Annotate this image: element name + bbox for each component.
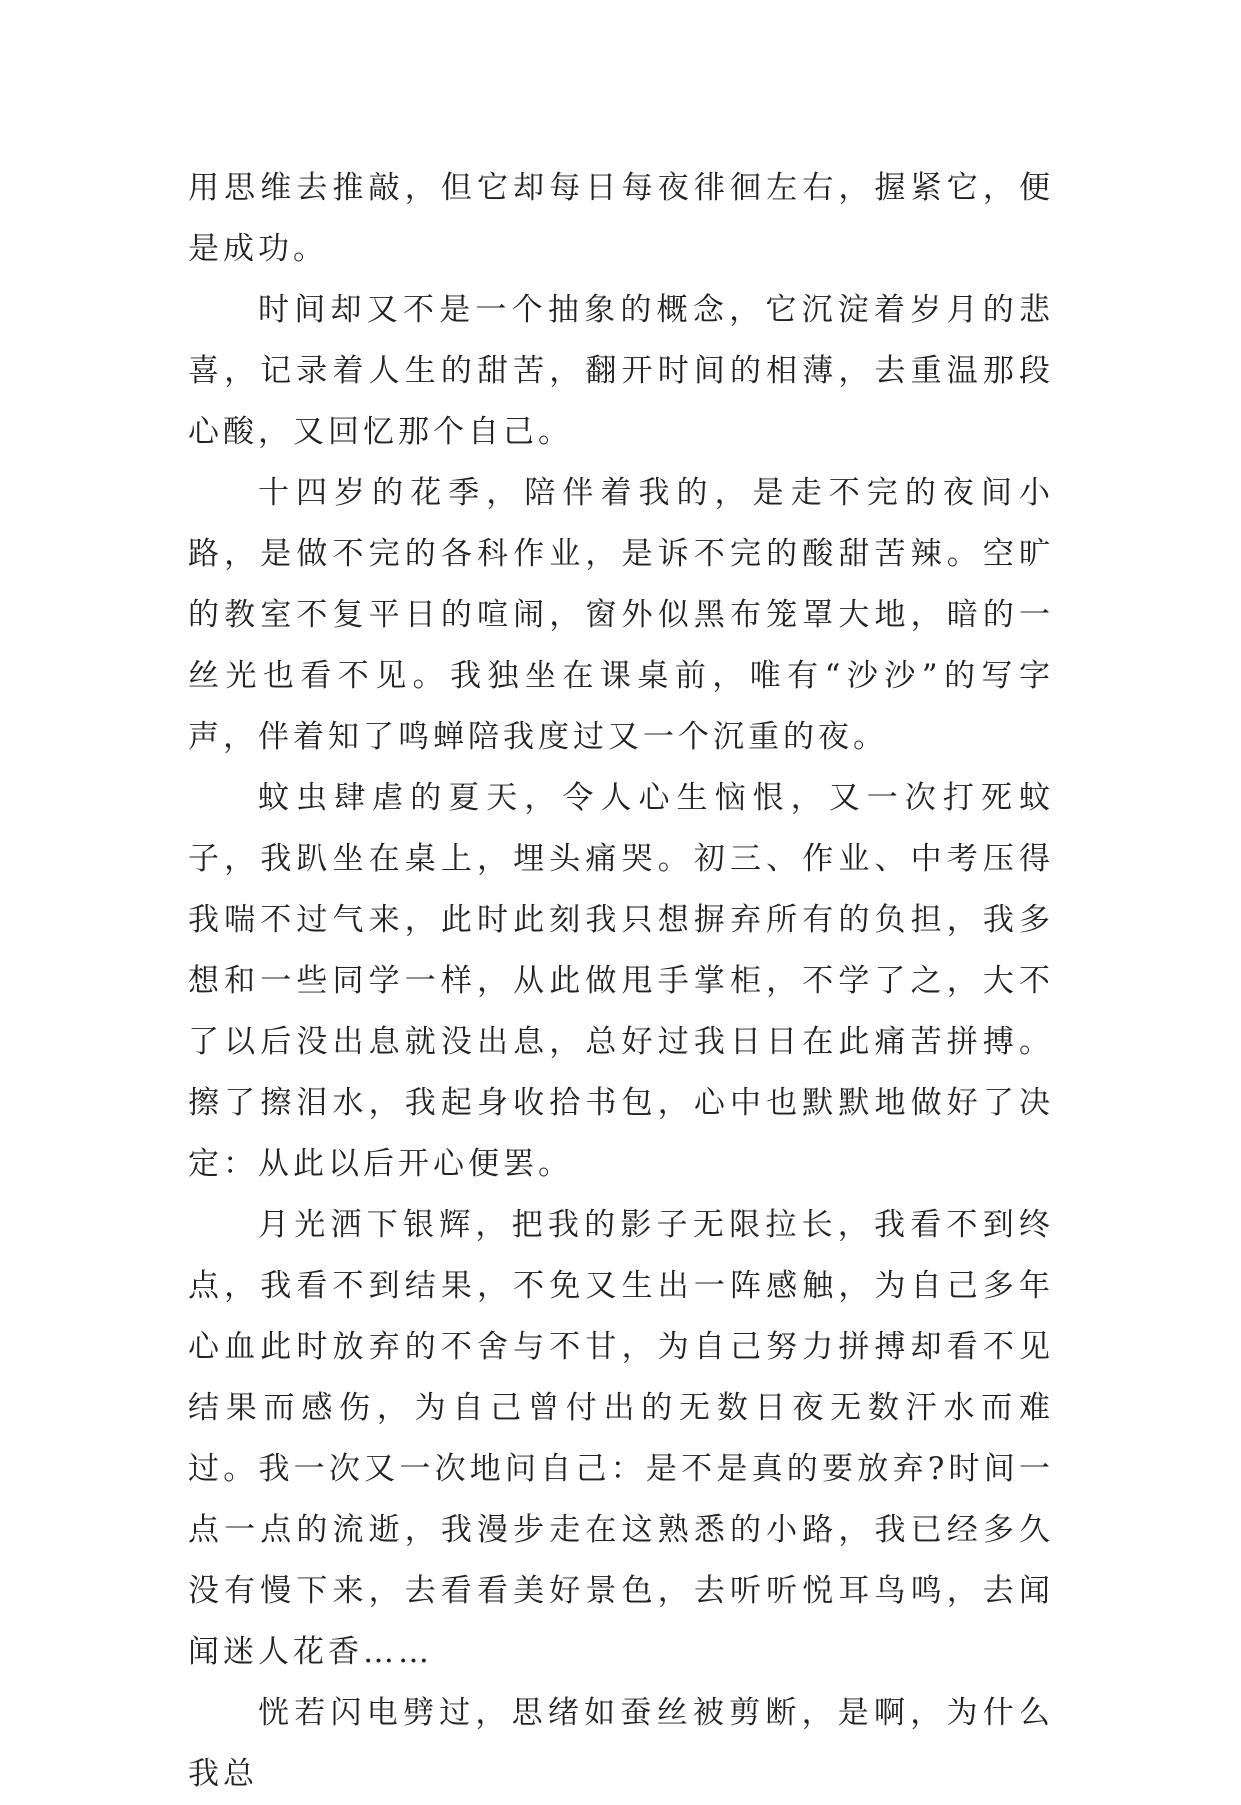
paragraph: 用思维去推敲，但它却每日每夜徘徊左右，握紧它，便是成功。 xyxy=(188,170,1054,267)
paragraph: 月光洒下银辉，把我的影子无限拉长，我看不到终点，我看不到结果，不免又生出一阵感触，为自己多年心血此时放弃的不舍与不甘，为自己努力拼搏却看不见结果而感伤，为自己曾付出的无数日夜无数汗水而难过。我一次又一次地问自己：是不是真的要放弃?时间一点一点的流逝，我漫步走在这熟悉的小路，我已经多久没有慢下来，去看看美好景色，去听听悦耳鸟鸣，去闻闻迷人花香…… xyxy=(188,1207,1054,1670)
paragraph: 十四岁的花季，陪伴着我的，是走不完的夜间小路，是做不完的各科作业，是诉不完的酸甜苦辣。空旷的教室不复平日的喧闹，窗外似黑布笼罩大地，暗的一丝光也看不见。我独坐在课桌前，唯有“沙沙”的写字声，伴着知了鸣蝉陪我度过又一个沉重的夜。 xyxy=(188,475,1054,755)
document-body xyxy=(188,158,1054,1805)
paragraph: 蚊虫肆虐的夏天，令人心生恼恨，又一次打死蚊子，我趴坐在桌上，埋头痛哭。初三、作业、中考压得我喘不过气来，此时此刻我只想摒弃所有的负担，我多想和一些同学一样，从此做甩手掌柜，不学了之，大不了以后没出息就没出息，总好过我日日在此痛苦拼搏。擦了擦泪水，我起身收拾书包，心中也默默地做好了决定：从此以后开心便罢。 xyxy=(188,780,1054,1182)
paragraph: 恍若闪电劈过，思绪如蚕丝被剪断，是啊，为什么我总 xyxy=(188,1695,1054,1792)
paragraph: 时间却又不是一个抽象的概念，它沉淀着岁月的悲喜，记录着人生的甜苦，翻开时间的相薄，去重温那段心酸，又回忆那个自己。 xyxy=(188,292,1054,450)
